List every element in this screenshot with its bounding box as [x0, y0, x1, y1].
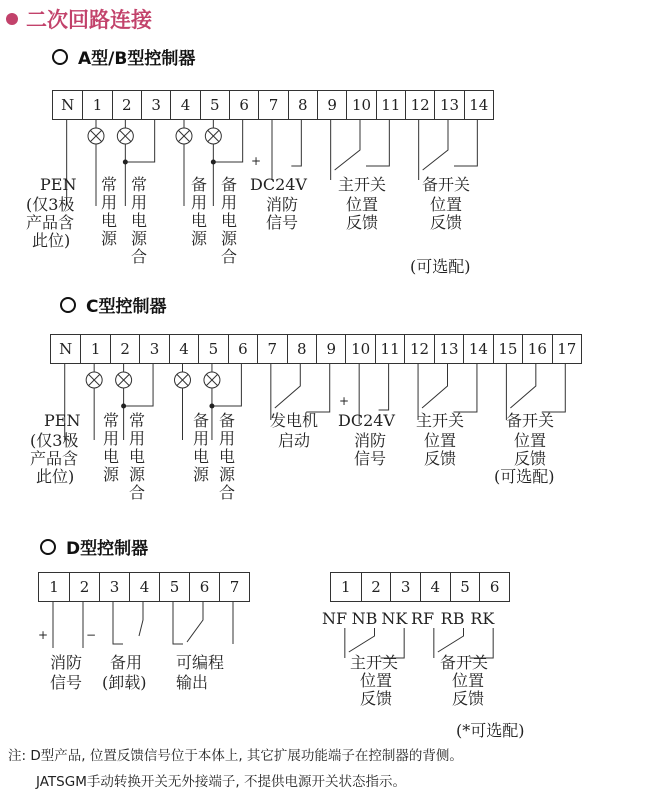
terminal-dr-2: 3: [390, 573, 420, 601]
d-fire-minus: −: [86, 628, 97, 642]
terminal-ab-5: 5: [200, 91, 229, 119]
wire: [275, 364, 300, 408]
ab-main-fb-1: 主开关: [338, 175, 387, 194]
terminal-ab-9: 9: [317, 91, 346, 119]
ab-dc-plus: +: [251, 154, 262, 168]
c-dc-plus: +: [339, 394, 350, 408]
d-prog-label-1: 可编程: [176, 653, 225, 672]
junction-dot: [209, 404, 214, 409]
terminal-c-8: 8: [287, 335, 316, 363]
wire: [438, 628, 464, 652]
d-prog-label-2: 输出: [176, 673, 209, 692]
terminal-ab-3: 3: [141, 91, 170, 119]
ab-normal-source-label: 常 用 电 源: [100, 175, 117, 248]
terminal-dl-2: 3: [99, 573, 129, 601]
terminal-dr-4: 5: [450, 573, 480, 601]
c-terminal-strip: [50, 334, 582, 364]
c-normal-source-label: 常 用 电 源: [102, 411, 119, 484]
terminal-dr-0: 1: [341, 578, 351, 596]
terminal-c-9: 9: [316, 335, 345, 363]
d-main-fb-1: 主开关: [350, 653, 399, 672]
wire: [335, 120, 360, 170]
terminal-ab-8: 8: [288, 91, 317, 119]
terminal-dl-1: 2: [69, 573, 99, 601]
d-code-nf: NF: [322, 609, 348, 628]
wire: [349, 628, 375, 652]
terminal-ab-0: N: [61, 96, 75, 114]
terminal-ab-11: 11: [376, 91, 405, 119]
c-dc-fire-label: 消防: [354, 431, 387, 450]
terminal-c-12: 12: [404, 335, 433, 363]
terminal-ab-12: 12: [405, 91, 434, 119]
circle-bullet-icon: [40, 539, 56, 555]
terminal-c-10: 10: [345, 335, 374, 363]
c-backup-fb-1: 备开关: [506, 411, 555, 430]
terminal-c-0: N: [59, 340, 73, 358]
wire: [366, 120, 389, 166]
ab-normal-close-label: 常 用 电 源 合: [130, 175, 147, 266]
d-backup-fb-3: 反馈: [452, 689, 485, 708]
circle-bullet-icon: [52, 49, 68, 65]
c-gen-label-2: 启动: [278, 431, 311, 450]
wire: [187, 602, 203, 642]
ab-dc-fire-label: 消防: [266, 195, 299, 214]
ab-backup-source-label: 备 用 电 源: [190, 175, 207, 248]
ab-terminal-strip: [52, 90, 494, 120]
terminal-dl-6: 7: [219, 573, 249, 601]
d-main-fb-3: 反馈: [360, 689, 393, 708]
terminal-c-15: 15: [493, 335, 522, 363]
wire: [379, 364, 389, 410]
d-code-rb: RB: [440, 609, 465, 628]
ab-backup-close-label: 备 用 电 源 合: [220, 175, 237, 266]
ab-pen-label: PEN: [40, 175, 77, 194]
ab-main-fb-3: 反馈: [346, 213, 379, 232]
c-backup-fb-3: 反馈: [514, 449, 547, 468]
wire: [306, 364, 329, 412]
terminal-dl-4: 5: [159, 573, 189, 601]
ab-main-fb-2: 位置: [346, 195, 379, 214]
wire: [422, 364, 447, 408]
d-left-terminal-strip: [38, 572, 250, 602]
c-main-fb-3: 反馈: [424, 449, 457, 468]
ab-pen-note-1: (仅3极: [26, 195, 75, 214]
terminal-dl-5: 6: [189, 573, 219, 601]
terminal-ab-6: 6: [229, 91, 258, 119]
d-backup-fb-2: 位置: [452, 671, 485, 690]
terminal-c-17: 17: [552, 335, 581, 363]
ab-optional-note: (可选配): [410, 257, 471, 276]
d-backup-fb-1: 备开关: [440, 653, 489, 672]
d-unload-label-1: 备用: [110, 653, 143, 672]
c-backup-source-label: 备 用 电 源: [192, 411, 209, 484]
junction-dot: [211, 160, 216, 165]
ab-backup-fb-1: 备开关: [422, 175, 471, 194]
c-backup-close-label: 备 用 电 源 合: [218, 411, 235, 502]
terminal-c-6: 6: [228, 335, 257, 363]
d-right-terminal-strip: [330, 572, 510, 602]
terminal-ab-13: 13: [434, 91, 463, 119]
c-gen-label-1: 发电机: [270, 411, 319, 430]
terminal-ab-2: 2: [112, 91, 141, 119]
c-dc-label: DC24V: [338, 411, 395, 430]
ab-subtitle: A型/B型控制器: [52, 44, 195, 69]
c-pen-note-3: 此位): [36, 467, 75, 486]
d-code-nb: NB: [351, 609, 378, 628]
wire: [510, 364, 535, 408]
c-backup-fb-2: 位置: [514, 431, 547, 450]
terminal-dl-0: 1: [49, 578, 59, 596]
terminal-ab-1: 1: [82, 91, 111, 119]
terminal-c-13: 13: [434, 335, 463, 363]
junction-dot: [123, 160, 128, 165]
terminal-c-3: 3: [139, 335, 168, 363]
c-pen-note-2: 产品含: [30, 449, 79, 468]
terminal-c-11: 11: [375, 335, 404, 363]
wire: [113, 602, 123, 644]
d-main-fb-2: 位置: [360, 671, 393, 690]
d-fire-label-2: 信号: [50, 673, 83, 692]
terminal-c-14: 14: [463, 335, 492, 363]
ab-pen-note-2: 产品含: [26, 213, 75, 232]
c-pen-label: PEN: [44, 411, 81, 430]
d-code-nk: NK: [381, 609, 408, 628]
terminal-c-4: 4: [169, 335, 198, 363]
ab-backup-fb-2: 位置: [430, 195, 463, 214]
c-optional-note: (可选配): [494, 467, 555, 486]
c-normal-close-label: 常 用 电 源 合: [128, 411, 145, 502]
terminal-c-2: 2: [110, 335, 139, 363]
c-subtitle: C型控制器: [60, 292, 166, 317]
d-fire-label-1: 消防: [50, 653, 83, 672]
ab-dc-signal-label: 信号: [266, 213, 299, 232]
d-fire-plus: +: [38, 628, 49, 642]
ab-pen-note-3: 此位): [32, 231, 71, 250]
junction-dot: [121, 404, 126, 409]
terminal-c-1: 1: [80, 335, 109, 363]
terminal-ab-14: 14: [464, 91, 493, 119]
d-unload-label-2: (卸载): [102, 673, 147, 692]
section-title: 二次回路连接: [26, 8, 152, 32]
terminal-c-5: 5: [198, 335, 227, 363]
ab-dc-label: DC24V: [250, 175, 307, 194]
terminal-ab-7: 7: [258, 91, 287, 119]
wire: [454, 364, 477, 412]
d-subtitle: D型控制器: [40, 534, 148, 559]
terminal-dr-1: 2: [361, 573, 391, 601]
terminal-dl-3: 4: [129, 573, 159, 601]
terminal-dr-5: 6: [479, 573, 509, 601]
terminal-c-16: 16: [522, 335, 551, 363]
d-code-rk: RK: [470, 609, 495, 628]
wire: [139, 602, 143, 636]
footnote-1: 注: D型产品, 位置反馈信号位于本体上, 其它扩展功能端子在控制器的背侧。: [8, 748, 463, 764]
terminal-ab-10: 10: [346, 91, 375, 119]
c-main-fb-2: 位置: [424, 431, 457, 450]
terminal-ab-4: 4: [170, 91, 199, 119]
wire: [173, 602, 183, 644]
footnote-2: JATSGM手动转换开关无外接端子, 不提供电源开关状态指示。: [36, 774, 406, 790]
wire: [291, 120, 301, 166]
d-code-rf: RF: [411, 609, 435, 628]
c-main-fb-1: 主开关: [416, 411, 465, 430]
wire: [454, 120, 477, 166]
c-dc-signal-label: 信号: [354, 449, 387, 468]
terminal-dr-3: 4: [420, 573, 450, 601]
wire: [423, 120, 448, 170]
terminal-c-7: 7: [257, 335, 286, 363]
wire: [542, 364, 565, 412]
ab-backup-fb-3: 反馈: [430, 213, 463, 232]
circle-bullet-icon: [60, 297, 76, 313]
d-optional-note: (*可选配): [456, 721, 525, 740]
c-pen-note-1: (仅3极: [30, 431, 79, 450]
